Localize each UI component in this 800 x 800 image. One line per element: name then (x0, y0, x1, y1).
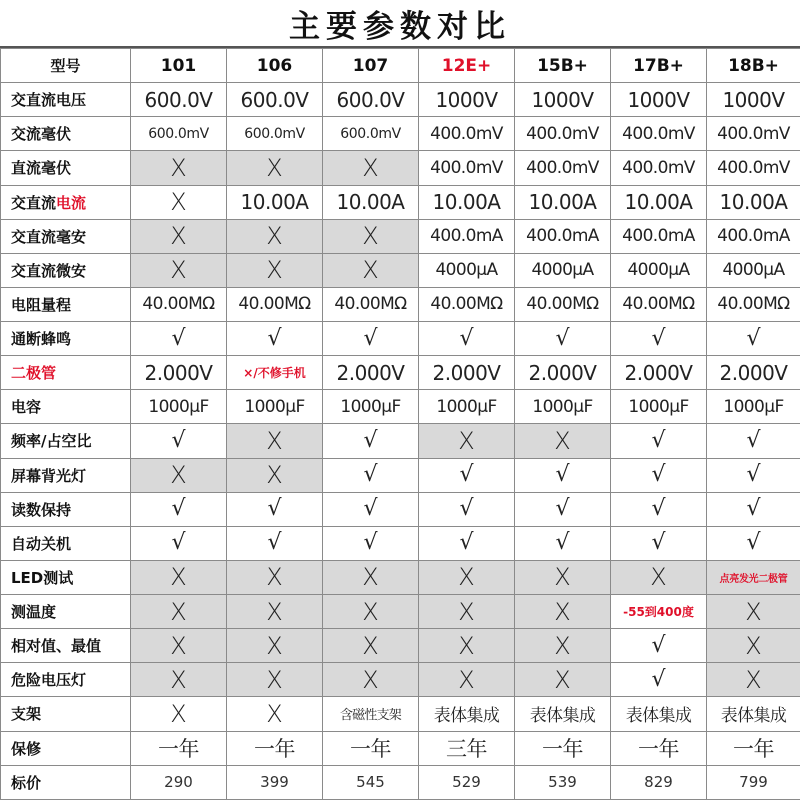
cell-value: 40.00MΩ (611, 287, 707, 321)
cell-value: 4000μA (707, 253, 800, 287)
table-row (1, 526, 800, 560)
cell-value: 400.0mV (515, 151, 611, 185)
cell-value: 400.0mV (515, 117, 611, 151)
spec-comparison-table (0, 48, 800, 800)
cell-value: 1000μF (419, 390, 515, 424)
check-icon: √ (555, 325, 570, 351)
cross-icon: X (170, 597, 187, 626)
cell-supported (227, 492, 323, 526)
cell-value: 2.000V (131, 356, 227, 390)
cell-value: 表体集成 (707, 697, 800, 731)
row-label: 通断蜂鸣 (1, 322, 131, 356)
cell-value: 1000μF (515, 390, 611, 424)
cell-value: 400.0mA (707, 219, 800, 253)
check-icon: √ (746, 325, 761, 351)
cell-supported (419, 458, 515, 492)
cell-value: 10.00A (323, 185, 419, 219)
model-header-18Bplus: 18B+ (707, 49, 800, 83)
cross-icon: X (458, 563, 475, 592)
check-icon: √ (651, 496, 666, 522)
row-label: 读数保持 (1, 492, 131, 526)
cell-not-supported (227, 560, 323, 594)
cell-supported (515, 492, 611, 526)
cell-supported (707, 526, 800, 560)
table-row (1, 697, 800, 731)
cell-value: 1000V (611, 83, 707, 117)
table-row (1, 185, 800, 219)
table-row (1, 83, 800, 117)
table-row (1, 117, 800, 151)
cell-not-supported (131, 663, 227, 697)
check-icon: √ (651, 325, 666, 351)
cell-value: 表体集成 (611, 697, 707, 731)
cell-value: 1000μF (131, 390, 227, 424)
cell-not-supported (227, 253, 323, 287)
cell-value: 一年 (611, 731, 707, 765)
cell-value: 1000V (419, 83, 515, 117)
cell-not-supported (131, 595, 227, 629)
cross-icon: X (554, 665, 571, 694)
cross-icon: X (266, 699, 283, 728)
cross-icon: X (362, 665, 379, 694)
model-header-101: 101 (131, 49, 227, 83)
cell-not-supported (323, 219, 419, 253)
cross-icon: X (745, 665, 762, 694)
cell-not-supported (227, 424, 323, 458)
cell-supported (131, 424, 227, 458)
row-label-part: 交直流 (11, 193, 57, 212)
table-row (1, 629, 800, 663)
table-row (1, 492, 800, 526)
cell-not-supported (419, 629, 515, 663)
cell-not-supported (515, 560, 611, 594)
cell-not-supported (131, 697, 227, 731)
cross-icon: X (266, 461, 283, 490)
cross-icon: X (458, 665, 475, 694)
cell-not-supported (227, 629, 323, 663)
row-label: 保修 (1, 731, 131, 765)
row-label (1, 185, 131, 219)
cross-icon: X (170, 563, 187, 592)
check-icon: √ (171, 427, 186, 453)
cell-value: 40.00MΩ (707, 287, 800, 321)
cell-not-supported (419, 663, 515, 697)
cell-supported (419, 526, 515, 560)
cross-icon: X (170, 665, 187, 694)
table-row (1, 356, 800, 390)
table-row (1, 560, 800, 594)
cell-value: 529 (419, 765, 515, 799)
check-icon: √ (651, 666, 666, 692)
cell-supported (419, 322, 515, 356)
cell-supported (707, 424, 800, 458)
cell-not-supported (131, 253, 227, 287)
table-row (1, 390, 800, 424)
model-header-106: 106 (227, 49, 323, 83)
cell-value: 600.0V (131, 83, 227, 117)
cell-not-supported (323, 253, 419, 287)
row-label: 自动关机 (1, 526, 131, 560)
cell-value: 2.000V (707, 356, 800, 390)
check-icon: √ (171, 325, 186, 351)
check-icon: √ (171, 530, 186, 556)
model-header-12Eplus: 12E+ (419, 49, 515, 83)
cell-supported (131, 492, 227, 526)
table-row (1, 151, 800, 185)
cell-value: 4000μA (611, 253, 707, 287)
cell-value: 829 (611, 765, 707, 799)
cross-icon: X (362, 597, 379, 626)
cell-not-supported (227, 697, 323, 731)
cell-supported (611, 458, 707, 492)
table-row (1, 765, 800, 799)
row-label: LED测试 (1, 560, 131, 594)
cross-icon: X (745, 597, 762, 626)
cell-not-supported (131, 560, 227, 594)
cell-supported (227, 322, 323, 356)
cell-value: 1000V (707, 83, 800, 117)
cross-icon: X (554, 563, 571, 592)
check-icon: √ (651, 530, 666, 556)
cell-value: 2.000V (323, 356, 419, 390)
check-icon: √ (267, 325, 282, 351)
cross-icon: X (266, 426, 283, 455)
cell-not-supported (707, 663, 800, 697)
cell-value: 290 (131, 765, 227, 799)
cell-value: 点亮发光二极管 (707, 560, 800, 594)
cell-supported (323, 526, 419, 560)
cell-supported (515, 526, 611, 560)
cell-value: 400.0mA (515, 219, 611, 253)
cell-supported (515, 322, 611, 356)
cell-value: 1000μF (227, 390, 323, 424)
row-label: 交直流电压 (1, 83, 131, 117)
cell-supported (611, 322, 707, 356)
row-label: 标价 (1, 765, 131, 799)
cell-not-supported (131, 151, 227, 185)
cross-icon: X (650, 563, 667, 592)
cell-value: 400.0mA (419, 219, 515, 253)
cell-value: 600.0mV (227, 117, 323, 151)
cross-icon: X (458, 597, 475, 626)
row-label: 屏幕背光灯 (1, 458, 131, 492)
cell-not-supported (227, 151, 323, 185)
cell-value: 400.0mV (419, 151, 515, 185)
table-row (1, 458, 800, 492)
cross-icon: X (362, 563, 379, 592)
cell-not-supported (227, 458, 323, 492)
page-title: 主要参数对比 (0, 0, 800, 48)
cell-supported (323, 424, 419, 458)
cell-not-supported (707, 595, 800, 629)
check-icon: √ (363, 325, 378, 351)
cross-icon: X (170, 256, 187, 285)
row-label: 相对值、最值 (1, 629, 131, 663)
cell-value: 600.0mV (323, 117, 419, 151)
cross-icon: X (266, 222, 283, 251)
check-icon: √ (459, 530, 474, 556)
cross-icon: X (745, 631, 762, 660)
cross-icon: X (170, 461, 187, 490)
cell-value: 4000μA (515, 253, 611, 287)
cell-not-supported (131, 219, 227, 253)
cell-supported (611, 629, 707, 663)
cell-value: 1000V (515, 83, 611, 117)
cell-supported (131, 322, 227, 356)
model-header-15Bplus: 15B+ (515, 49, 611, 83)
cell-value: 539 (515, 765, 611, 799)
cell-supported (323, 322, 419, 356)
cell-supported (611, 424, 707, 458)
check-icon: √ (651, 632, 666, 658)
cell-value: 含磁性支架 (323, 697, 419, 731)
header-label-model: 型号 (1, 49, 131, 83)
cell-value: 40.00MΩ (323, 287, 419, 321)
cross-icon: X (362, 631, 379, 660)
cell-supported (707, 322, 800, 356)
cell-value: 400.0mV (707, 151, 800, 185)
check-icon: √ (746, 530, 761, 556)
cross-icon: X (266, 665, 283, 694)
cell-not-supported (227, 219, 323, 253)
cross-icon: X (362, 153, 379, 182)
cell-not-supported (419, 560, 515, 594)
cell-value: 40.00MΩ (419, 287, 515, 321)
cell-value: 545 (323, 765, 419, 799)
row-label: 电容 (1, 390, 131, 424)
row-label: 交直流毫安 (1, 219, 131, 253)
check-icon: √ (267, 530, 282, 556)
cell-not-supported (323, 663, 419, 697)
table-row (1, 322, 800, 356)
check-icon: √ (746, 496, 761, 522)
cross-icon: X (266, 256, 283, 285)
cell-value: 10.00A (707, 185, 800, 219)
cell-value: 表体集成 (419, 697, 515, 731)
cell-supported (707, 492, 800, 526)
cross-icon: X (170, 222, 187, 251)
check-icon: √ (555, 530, 570, 556)
check-icon: √ (363, 427, 378, 453)
cell-not-supported (227, 595, 323, 629)
row-label: 交流毫伏 (1, 117, 131, 151)
cell-supported (707, 458, 800, 492)
check-icon: √ (267, 496, 282, 522)
check-icon: √ (459, 496, 474, 522)
check-icon: √ (459, 462, 474, 488)
row-label: 交直流微安 (1, 253, 131, 287)
model-header-107: 107 (323, 49, 419, 83)
cell-not-supported (227, 663, 323, 697)
cell-supported (323, 458, 419, 492)
cell-value: 40.00MΩ (515, 287, 611, 321)
table-row (1, 595, 800, 629)
cell-value: -55到400度 (611, 595, 707, 629)
cross-icon: X (554, 597, 571, 626)
cell-value: 399 (227, 765, 323, 799)
cell-value: 600.0V (227, 83, 323, 117)
row-label: 频率/占空比 (1, 424, 131, 458)
check-icon: √ (746, 462, 761, 488)
cell-not-supported (515, 595, 611, 629)
cell-value: 2.000V (419, 356, 515, 390)
table-row (1, 219, 800, 253)
cross-icon: X (266, 597, 283, 626)
cell-value: 600.0mV (131, 117, 227, 151)
cell-value: 1000μF (707, 390, 800, 424)
cell-value: 一年 (707, 731, 800, 765)
model-header-17Bplus: 17B+ (611, 49, 707, 83)
cell-value: 4000μA (419, 253, 515, 287)
check-icon: √ (171, 496, 186, 522)
table-row (1, 663, 800, 697)
row-label: 测温度 (1, 595, 131, 629)
row-label-part: 电流 (56, 193, 87, 212)
cell-not-supported (515, 629, 611, 663)
cell-value: 2.000V (515, 356, 611, 390)
cell-not-supported (515, 663, 611, 697)
cell-value: 一年 (323, 731, 419, 765)
cell-value: 一年 (131, 731, 227, 765)
cross-icon: X (170, 188, 187, 217)
cross-icon: X (170, 153, 187, 182)
cell-not-supported (323, 629, 419, 663)
cell-value: 400.0mV (611, 151, 707, 185)
cell-value: 10.00A (419, 185, 515, 219)
row-label: 危险电压灯 (1, 663, 131, 697)
cell-value: 799 (707, 765, 800, 799)
cell-not-supported (515, 424, 611, 458)
cell-value: 40.00MΩ (227, 287, 323, 321)
check-icon: √ (363, 462, 378, 488)
table-row (1, 731, 800, 765)
cross-icon: X (266, 631, 283, 660)
row-label: 直流毫伏 (1, 151, 131, 185)
check-icon: √ (459, 325, 474, 351)
cell-value: 400.0mV (419, 117, 515, 151)
cell-value: 10.00A (227, 185, 323, 219)
row-label: 二极管 (1, 356, 131, 390)
cross-icon: X (554, 426, 571, 455)
check-icon: √ (555, 462, 570, 488)
cell-value: 一年 (515, 731, 611, 765)
cell-supported (131, 526, 227, 560)
cell-value: 三年 (419, 731, 515, 765)
cell-value: 40.00MΩ (131, 287, 227, 321)
cell-not-supported (323, 151, 419, 185)
cross-icon: X (170, 699, 187, 728)
cross-icon: X (266, 563, 283, 592)
cross-icon: X (554, 631, 571, 660)
check-icon: √ (651, 427, 666, 453)
cell-not-supported (323, 595, 419, 629)
cross-icon: X (266, 153, 283, 182)
check-icon: √ (746, 427, 761, 453)
cell-supported (323, 492, 419, 526)
cross-icon: X (458, 426, 475, 455)
cell-supported (227, 526, 323, 560)
cell-supported (419, 492, 515, 526)
cell-not-supported (419, 424, 515, 458)
cell-value: 1000μF (611, 390, 707, 424)
cell-not-supported (419, 595, 515, 629)
table-row (1, 424, 800, 458)
cell-value: 表体集成 (515, 697, 611, 731)
cell-not-supported (611, 560, 707, 594)
cross-icon: X (170, 631, 187, 660)
cell-supported (611, 492, 707, 526)
cell-supported (611, 663, 707, 697)
check-icon: √ (555, 496, 570, 522)
cell-not-supported (707, 629, 800, 663)
cell-value: ×/不修手机 (227, 356, 323, 390)
cross-icon: X (362, 222, 379, 251)
cell-value: 400.0mV (611, 117, 707, 151)
cell-not-supported (131, 629, 227, 663)
check-icon: √ (651, 462, 666, 488)
cell-supported (611, 526, 707, 560)
table-row (1, 287, 800, 321)
cell-value: 400.0mV (707, 117, 800, 151)
cell-not-supported (131, 458, 227, 492)
cell-value: 10.00A (611, 185, 707, 219)
cross-icon: X (458, 631, 475, 660)
check-icon: √ (363, 496, 378, 522)
cell-not-supported (323, 560, 419, 594)
cell-value: 600.0V (323, 83, 419, 117)
cell-not-supported (131, 185, 227, 219)
cell-supported (515, 458, 611, 492)
cell-value: 2.000V (611, 356, 707, 390)
cell-value: 1000μF (323, 390, 419, 424)
check-icon: √ (363, 530, 378, 556)
table-row (1, 253, 800, 287)
cell-value: 一年 (227, 731, 323, 765)
cross-icon: X (362, 256, 379, 285)
row-label: 电阻量程 (1, 287, 131, 321)
cell-value: 10.00A (515, 185, 611, 219)
cell-value: 400.0mA (611, 219, 707, 253)
row-label: 支架 (1, 697, 131, 731)
